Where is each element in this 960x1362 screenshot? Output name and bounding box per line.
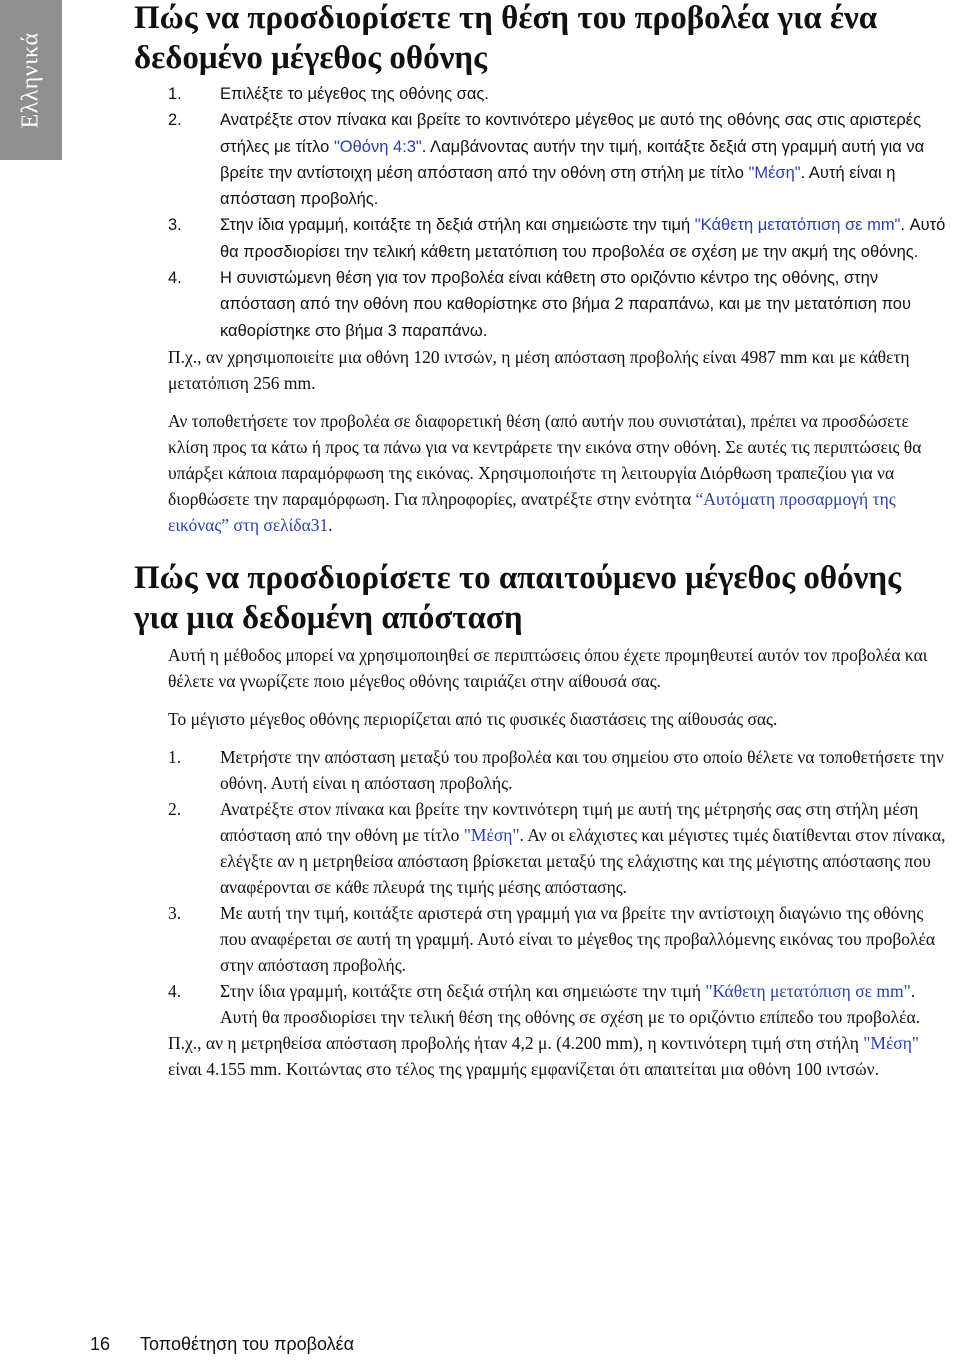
section1-example: Π.χ., αν χρησιμοποιείτε μια οθόνη 120 ιντσών, η μέση απόσταση προβολής είναι 4987 mm και με κάθετη μετατόπιση 256 mm. [168,346,910,393]
list-item: 2. Ανατρέξτε στον πίνακα και βρείτε την κοντινότερη τιμή με αυτή της μέτρησής σας στη στήλη μέση απόσταση από την οθόνη με τίτλο "Μέση". Αν οι ελάχιστες και μέγιστες τιμές διατίθενται στον πίνακα, ελέγξτε αν η μετρηθείσα απόσταση βρίσκεται μεταξύ της ελάχιστης και της μέγιστης απόστασης που αναφέρονται σε κάθε πλευρά της τιμής μέσης απόστασης. [168,798,946,897]
average-link[interactable]: "Μέση" [463,824,520,845]
page-number: 16 [90,1334,111,1354]
section2-intro-limit: Το μέγιστο μέγεθος οθόνης περιορίζεται από τις φυσικές διαστάσεις της αίθουσάς σας. [168,708,778,729]
list-item: 4. Στην ίδια γραμμή, κοιτάξτε στη δεξιά στήλη και σημειώστε την τιμή "Κάθετη μετατόπιση σε mm". Αυτή θα προσδιορίσει την τελική θέση της οθόνης σε σχέση με το οριζόντιο επίπεδο του προβολέα. [168,980,921,1027]
list-item: 1. Επιλέξτε το μέγεθος της οθόνης σας. [168,85,489,103]
language-tab-label: Ελληνικά [17,31,44,129]
average-link[interactable]: "Μέση" [863,1032,920,1053]
section2-intro: Αυτή η μέθοδος μπορεί να χρησιμοποιηθεί σε περιπτώσεις όπου έχετε προμηθευτεί αυτόν τον προβολέα και θέλετε να γνωρίζετε ποιο μέγεθος οθόνης ταιριάζει στην αίθουσά σας. [168,644,928,691]
vertical-offset-link[interactable]: "Κάθετη μετατόπιση σε mm" [694,216,901,235]
auto-adjust-image-link[interactable]: “Αυτόματη προσαρμογή της εικόνας” στη σελίδα31 [168,488,896,535]
page-footer [90,1334,384,1355]
section2-title: Πώς να προσδιορίσετε το απαιτούμενο μέγεθος οθόνης για μια δεδομένη απόσταση [134,559,902,636]
section1-steps [168,81,952,344]
footer-section-name: Τοποθέτηση του προβολέα [140,1334,355,1354]
list-item: 1. Μετρήστε την απόσταση μεταξύ του προβολέα και του σημείου στο οποίο θέλετε να τοποθετήσετε την οθόνη. Αυτή είναι η απόσταση προβολής. [168,746,944,793]
section2-example: Π.χ., αν η μετρηθείσα απόσταση προβολής ήταν 4,2 μ. (4.200 mm), η κοντινότερη τιμή στη στήλη "Μέση" είναι 4.155 mm. Κοιτώντας στο τέλος της γραμμής εμφανίζεται ότι απαιτείται μια οθόνη 100 ιντσών. [168,1032,920,1079]
page-content [134,0,952,1082]
vertical-offset-link[interactable]: "Κάθετη μετατόπιση σε mm" [705,980,911,1001]
list-item: 2. Ανατρέξτε στον πίνακα και βρείτε το κοντινότερο μέγεθος με αυτό της οθόνης σας στις αριστερές στήλες με τίτλο "Οθόνη 4:3". Λαμβάνοντας αυτήν την τιμή, κοιτάξτε δεξιά στη γραμμή αυτή για να βρείτε την αντίστοιχη μέση απόσταση από την οθόνη στη στήλη με τίτλο "Μέση". Αυτή είναι η απόσταση προβολής. [168,111,925,209]
screen-4-3-link[interactable]: "Οθόνη 4:3" [333,137,422,156]
list-item: 3. Στην ίδια γραμμή, κοιτάξτε τη δεξιά στήλη και σημειώστε την τιμή "Κάθετη μετατόπιση σε mm". Αυτό θα προσδιορίσει την τελική κάθετη μετατόπιση του προβολέα σε σχέση με την ακμή της οθόνης. [168,216,946,261]
section1-title: Πώς να προσδιορίσετε τη θέση του προβολέα για ένα δεδομένο μέγεθος οθόνης [134,0,878,76]
list-item: 4. Η συνιστώμενη θέση για τον προβολέα είναι κάθετη στο οριζόντιο κέντρο της οθόνης, στην απόσταση από την οθόνη που καθορίστηκε στο βήμα 2 παραπάνω, και με την μετατόπιση που καθορίστηκε στο βήμα 3 παραπάνω. [168,269,911,340]
language-tab [0,0,62,160]
average-link[interactable]: "Μέση" [748,163,801,182]
section1-note: Αν τοποθετήσετε τον προβολέα σε διαφορετική θέση (από αυτήν που συνιστάται), πρέπει να προσδώσετε κλίση προς τα κάτω ή προς τα πάνω για να κεντράρετε την εικόνα στην οθόνη. Σε αυτές τις περιπτώσεις θα υπάρξει κάποια παραμόρφωση της εικόνας. Χρησιμοποιήστε τη λειτουργία Διόρθωση τραπεζίου για να διορθώσετε την παραμόρφωση. Για πληροφορίες, ανατρέξτε στην ενότητα “Αυτόματη προσαρμογή της εικόνας” στη σελίδα31. [168,410,922,535]
section2-steps [168,744,952,1030]
list-item: 3. Με αυτή την τιμή, κοιτάξτε αριστερά στη γραμμή για να βρείτε την αντίστοιχη διαγώνιο της οθόνης που αναφέρεται σε αυτή τη γραμμή. Αυτό είναι το μέγεθος της προβαλλόμενης εικόνας του προβολέα στην απόσταση προβολής. [168,902,936,975]
